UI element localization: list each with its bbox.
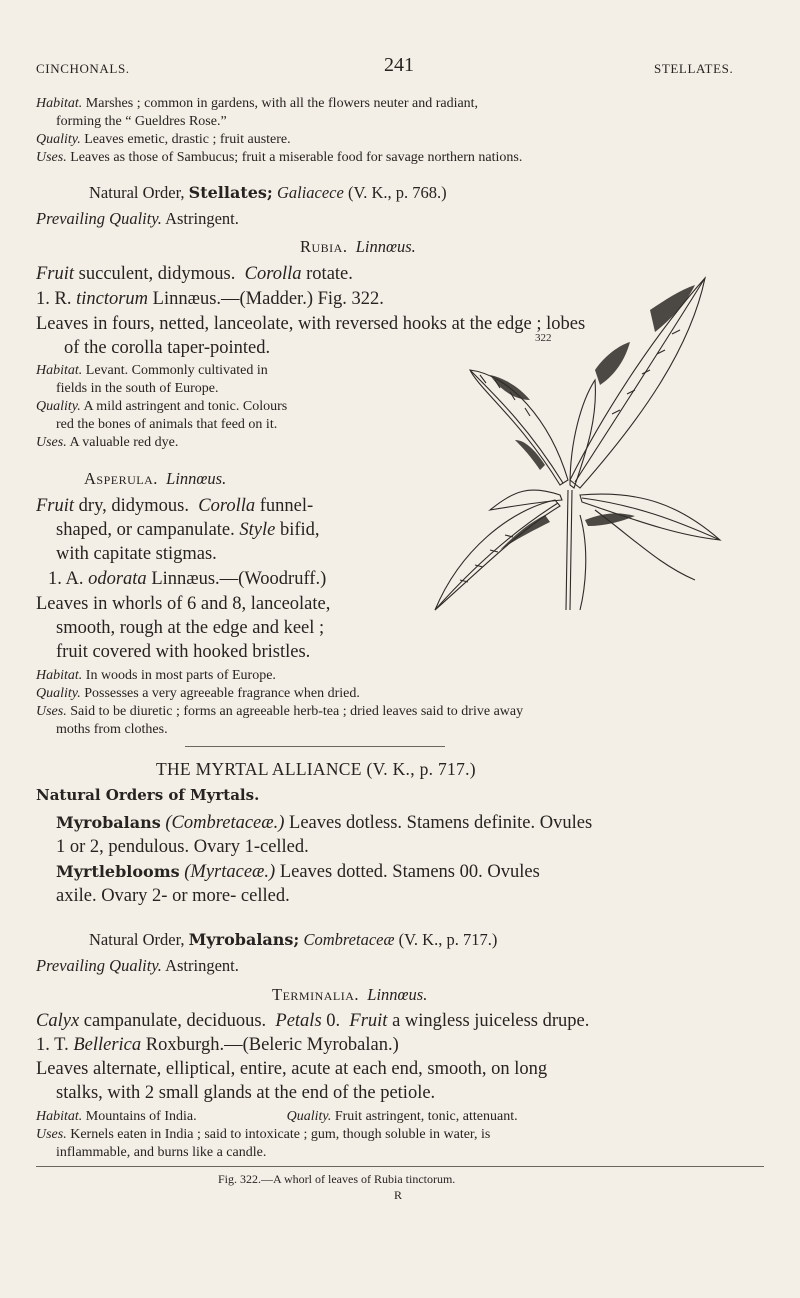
signature-mark: R <box>394 1188 403 1202</box>
figure-number-label: 322 <box>535 332 552 344</box>
top-habitat-line1: Habitat. Marshes ; common in gardens, with all the flowers neuter and radiant, <box>36 96 479 111</box>
terminalia-leaves-line1: Leaves alternate, elliptical, entire, acute at each end, smooth, on long <box>36 1059 548 1079</box>
asperula-genus-heading: Asperula. Linnœus. <box>84 469 227 488</box>
rubia-uses: Uses. A valuable red dye. <box>36 435 179 450</box>
myrtleblooms-definition-line2: axile. Ovary 2- or more- celled. <box>56 886 290 906</box>
rubia-fruit-corolla: Fruit succulent, didymous. Corolla rotate. <box>36 264 353 284</box>
rubia-quality-line1: Quality. A mild astringent and tonic. Colours <box>36 399 288 414</box>
figure-caption: Fig. 322.—A whorl of leaves of Rubia tinctorum. <box>218 1172 456 1186</box>
myrtal-orders-heading: Natural Orders of Myrtals. <box>36 786 260 804</box>
leaf-whorl-illustration <box>435 278 720 610</box>
myrobalans-definition-line1: Myrobalans (Combretaceæ.) Leaves dotless. Stamens definite. Ovules <box>56 813 593 833</box>
rubia-habitat-line2: fields in the south of Europe. <box>56 381 219 396</box>
terminalia-calyx-line: Calyx campanulate, deciduous. Petals 0. Fruit a wingless juiceless drupe. <box>36 1011 590 1031</box>
rubia-leaves-line2: of the corolla taper-pointed. <box>64 338 271 358</box>
terminalia-habitat-quality: Habitat. Mountains of India. Quality. Fruit astringent, tonic, attenuant. <box>36 1109 518 1124</box>
terminalia-leaves-line2: stalks, with 2 small glands at the end of the petiole. <box>56 1083 436 1103</box>
asperula-quality: Quality. Possesses a very agreeable fragrance when dried. <box>36 686 360 701</box>
myrtleblooms-definition-line1: Myrtleblooms (Myrtaceæ.) Leaves dotted. Stamens 00. Ovules <box>56 862 540 882</box>
asperula-uses-line1: Uses. Said to be diuretic ; forms an agreeable herb-tea ; dried leaves said to drive away <box>36 704 524 719</box>
rubia-species: 1. R. tinctorum Linnæus.—(Madder.) Fig. 322. <box>36 289 384 309</box>
terminalia-genus-heading: Terminalia. Linnœus. <box>272 985 428 1004</box>
asperula-fruit-corolla: Fruit dry, didymous. Corolla funnel- <box>36 496 314 516</box>
rubia-habitat-line1: Habitat. Levant. Commonly cultivated in <box>36 363 268 378</box>
terminalia-uses-line1: Uses. Kernels eaten in India ; said to intoxicate ; gum, though soluble in water, is <box>36 1127 491 1142</box>
stellates-order-line: Natural Order, Stellates; Galiacece (V. K., p. 768.) <box>89 183 447 202</box>
myrobalans-prevailing: Prevailing Quality. Astringent. <box>36 956 239 975</box>
stellates-prevailing: Prevailing Quality. Astringent. <box>36 209 239 228</box>
asperula-leaves-line1: Leaves in whorls of 6 and 8, lanceolate, <box>36 594 331 614</box>
figure-322-leaf-whorl <box>420 250 780 670</box>
rubia-quality-line2: red the bones of animals that feed on it. <box>56 417 278 432</box>
leaf-hatching <box>490 285 695 550</box>
asperula-species: 1. A. odorata Linnæus.—(Woodruff.) <box>48 569 327 589</box>
rubia-genus-heading: Rubia. Linnœus. <box>300 237 416 256</box>
rubia-leaves-line1: Leaves in fours, netted, lanceolate, with reversed hooks at the edge ; lobes <box>36 314 586 334</box>
myrtal-alliance-heading: THE MYRTAL ALLIANCE (V. K., p. 717.) <box>156 759 476 779</box>
asperula-habitat: Habitat. In woods in most parts of Europe. <box>36 668 276 683</box>
asperula-style-line: shaped, or campanulate. Style bifid, <box>56 520 320 540</box>
terminalia-species: 1. T. Bellerica Roxburgh.—(Beleric Myrobalan.) <box>36 1035 399 1055</box>
asperula-leaves-line3: fruit covered with hooked bristles. <box>56 642 311 662</box>
myrobalans-definition-line2: 1 or 2, pendulous. Ovary 1-celled. <box>56 837 309 857</box>
top-uses: Uses. Leaves as those of Sambucus; fruit a miserable food for savage northern nations. <box>36 150 523 165</box>
asperula-uses-line2: moths from clothes. <box>56 722 168 737</box>
top-habitat-line2: forming the “ Gueldres Rose.” <box>56 114 227 129</box>
myrobalans-order-line: Natural Order, Myrobalans; Combretaceæ (V. K., p. 717.) <box>89 930 498 949</box>
asperula-leaves-line2: smooth, rough at the edge and keel ; <box>56 618 325 638</box>
running-head-right: STELLATES. <box>654 61 734 76</box>
top-quality: Quality. Leaves emetic, drastic ; fruit austere. <box>36 132 291 147</box>
page-number: 241 <box>384 54 414 76</box>
asperula-stigmas: with capitate stigmas. <box>56 544 217 564</box>
running-head-left: CINCHONALS. <box>36 61 130 76</box>
terminalia-uses-line2: inflammable, and burns like a candle. <box>56 1145 267 1160</box>
